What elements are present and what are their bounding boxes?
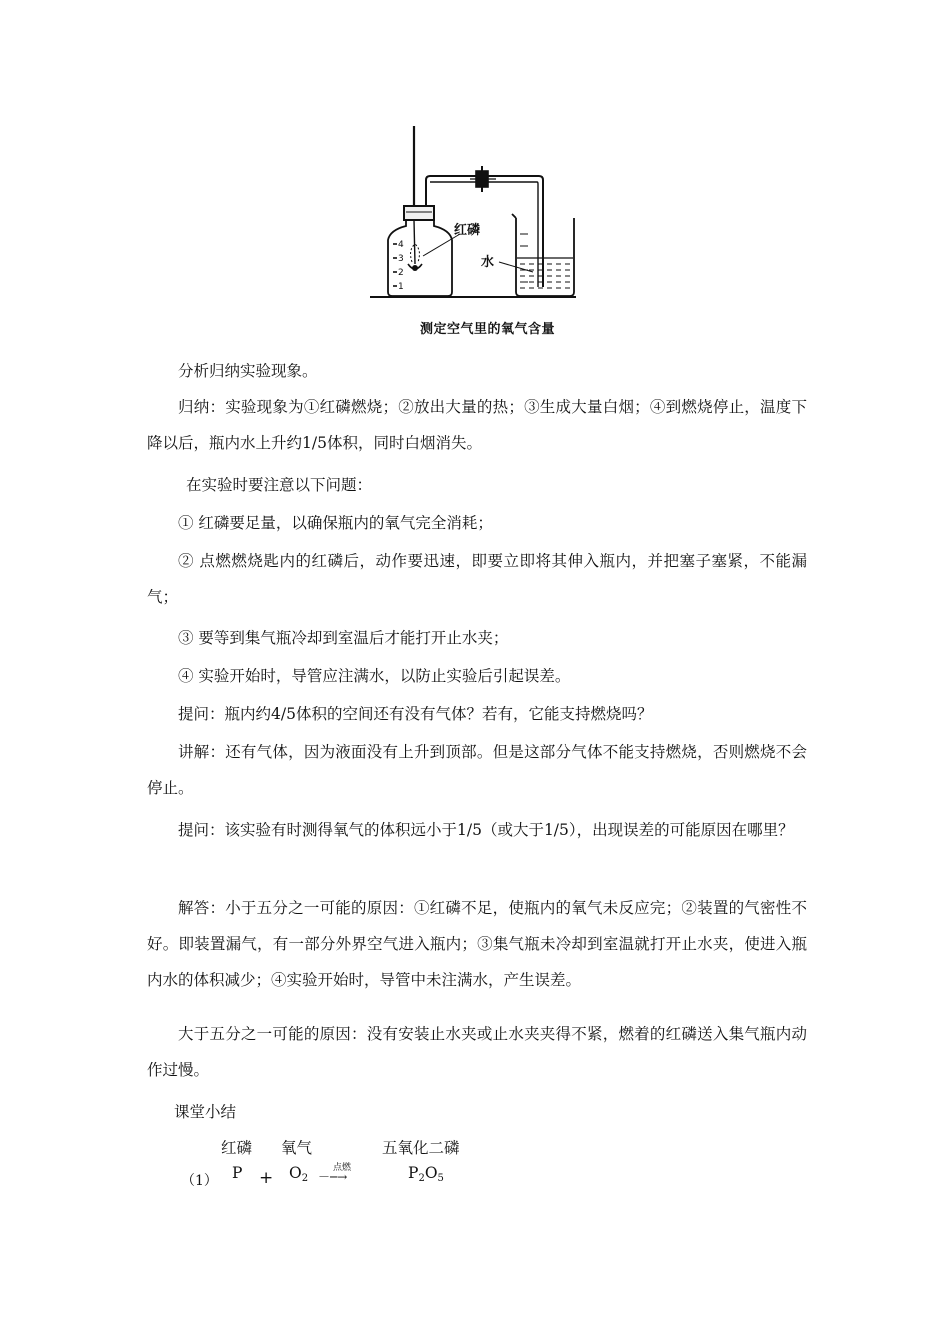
paragraph-3: 在实验时要注意以下问题： [186,476,373,494]
paragraph-4: ① 红磷要足量，以确保瓶内的氧气完全消耗； [178,514,493,532]
reaction-condition: 点燃 [333,1163,352,1173]
experiment-apparatus-figure [368,122,580,310]
paragraph-6: ③ 要等到集气瓶冷却到室温后才能打开止水夹； [178,629,509,647]
paragraph-7: ④ 实验开始时，导管应注满水，以防止实验后引起误差。 [178,667,571,685]
paragraph-12: 大于五分之一可能的原因：没有安装止水夹或止水夹夹得不紧，燃着的红磷送入集气瓶内动作过慢。 [147,1025,807,1079]
name-oxygen: 氧气 [281,1139,313,1157]
scale-3: 3 [398,254,404,264]
reactant-o2: $O_2$ [289,1164,309,1184]
label-red-phosphorus: 红磷 [454,223,481,238]
figure-caption: 测定空气里的氧气含量 [420,322,556,337]
name-phosphorus-pentoxide: 五氧化二磷 [382,1139,460,1157]
scale-1: 1 [398,282,404,292]
reaction-arrow: －─→ [318,1170,348,1184]
paragraph-2: 归纳：实验现象为①红磷燃烧；②放出大量的热；③生成大量白烟；④到燃烧停止，温度下降以后，瓶内水上升约1/5体积，同时白烟消失。 [147,398,807,452]
scale-2: 2 [398,268,404,278]
label-water: 水 [481,255,495,270]
paragraph-5: ② 点燃燃烧匙内的红磷后，动作要迅速，即要立即将其伸入瓶内，并把塞子塞紧，不能漏气； [147,552,807,606]
paragraph-10: 提问：该实验有时测得氧气的体积远小于1/5（或大于1/5），出现误差的可能原因在哪里？ [178,821,794,839]
paragraph-1: 分析归纳实验现象。 [178,362,318,380]
paragraph-11: 解答：小于五分之一可能的原因：①红磷不足，使瓶内的氧气未反应完；②装置的气密性不好。即装置漏气，有一部分外界空气进入瓶内；③集气瓶未冷却到室温就打开止水夹，使进入瓶内水的体积减少；④实验开始时，导管中未注满水，产生误差。 [147,899,807,989]
paragraph-9: 讲解：还有气体，因为液面没有上升到顶部。但是这部分气体不能支持燃烧，否则燃烧不会停止。 [147,743,807,797]
equation-number: （1） [181,1173,218,1189]
paragraph-8: 提问：瓶内约4/5体积的空间还有没有气体？若有，它能支持燃烧吗？ [178,705,653,723]
reactant-p: P [232,1164,243,1182]
product-p2o5: $P_2O_5$ [408,1164,444,1184]
scale-4: 4 [398,240,404,250]
plus-sign: + [259,1168,274,1188]
summary-heading: 课堂小结 [174,1103,237,1121]
name-red-phosphorus: 红磷 [221,1139,253,1157]
